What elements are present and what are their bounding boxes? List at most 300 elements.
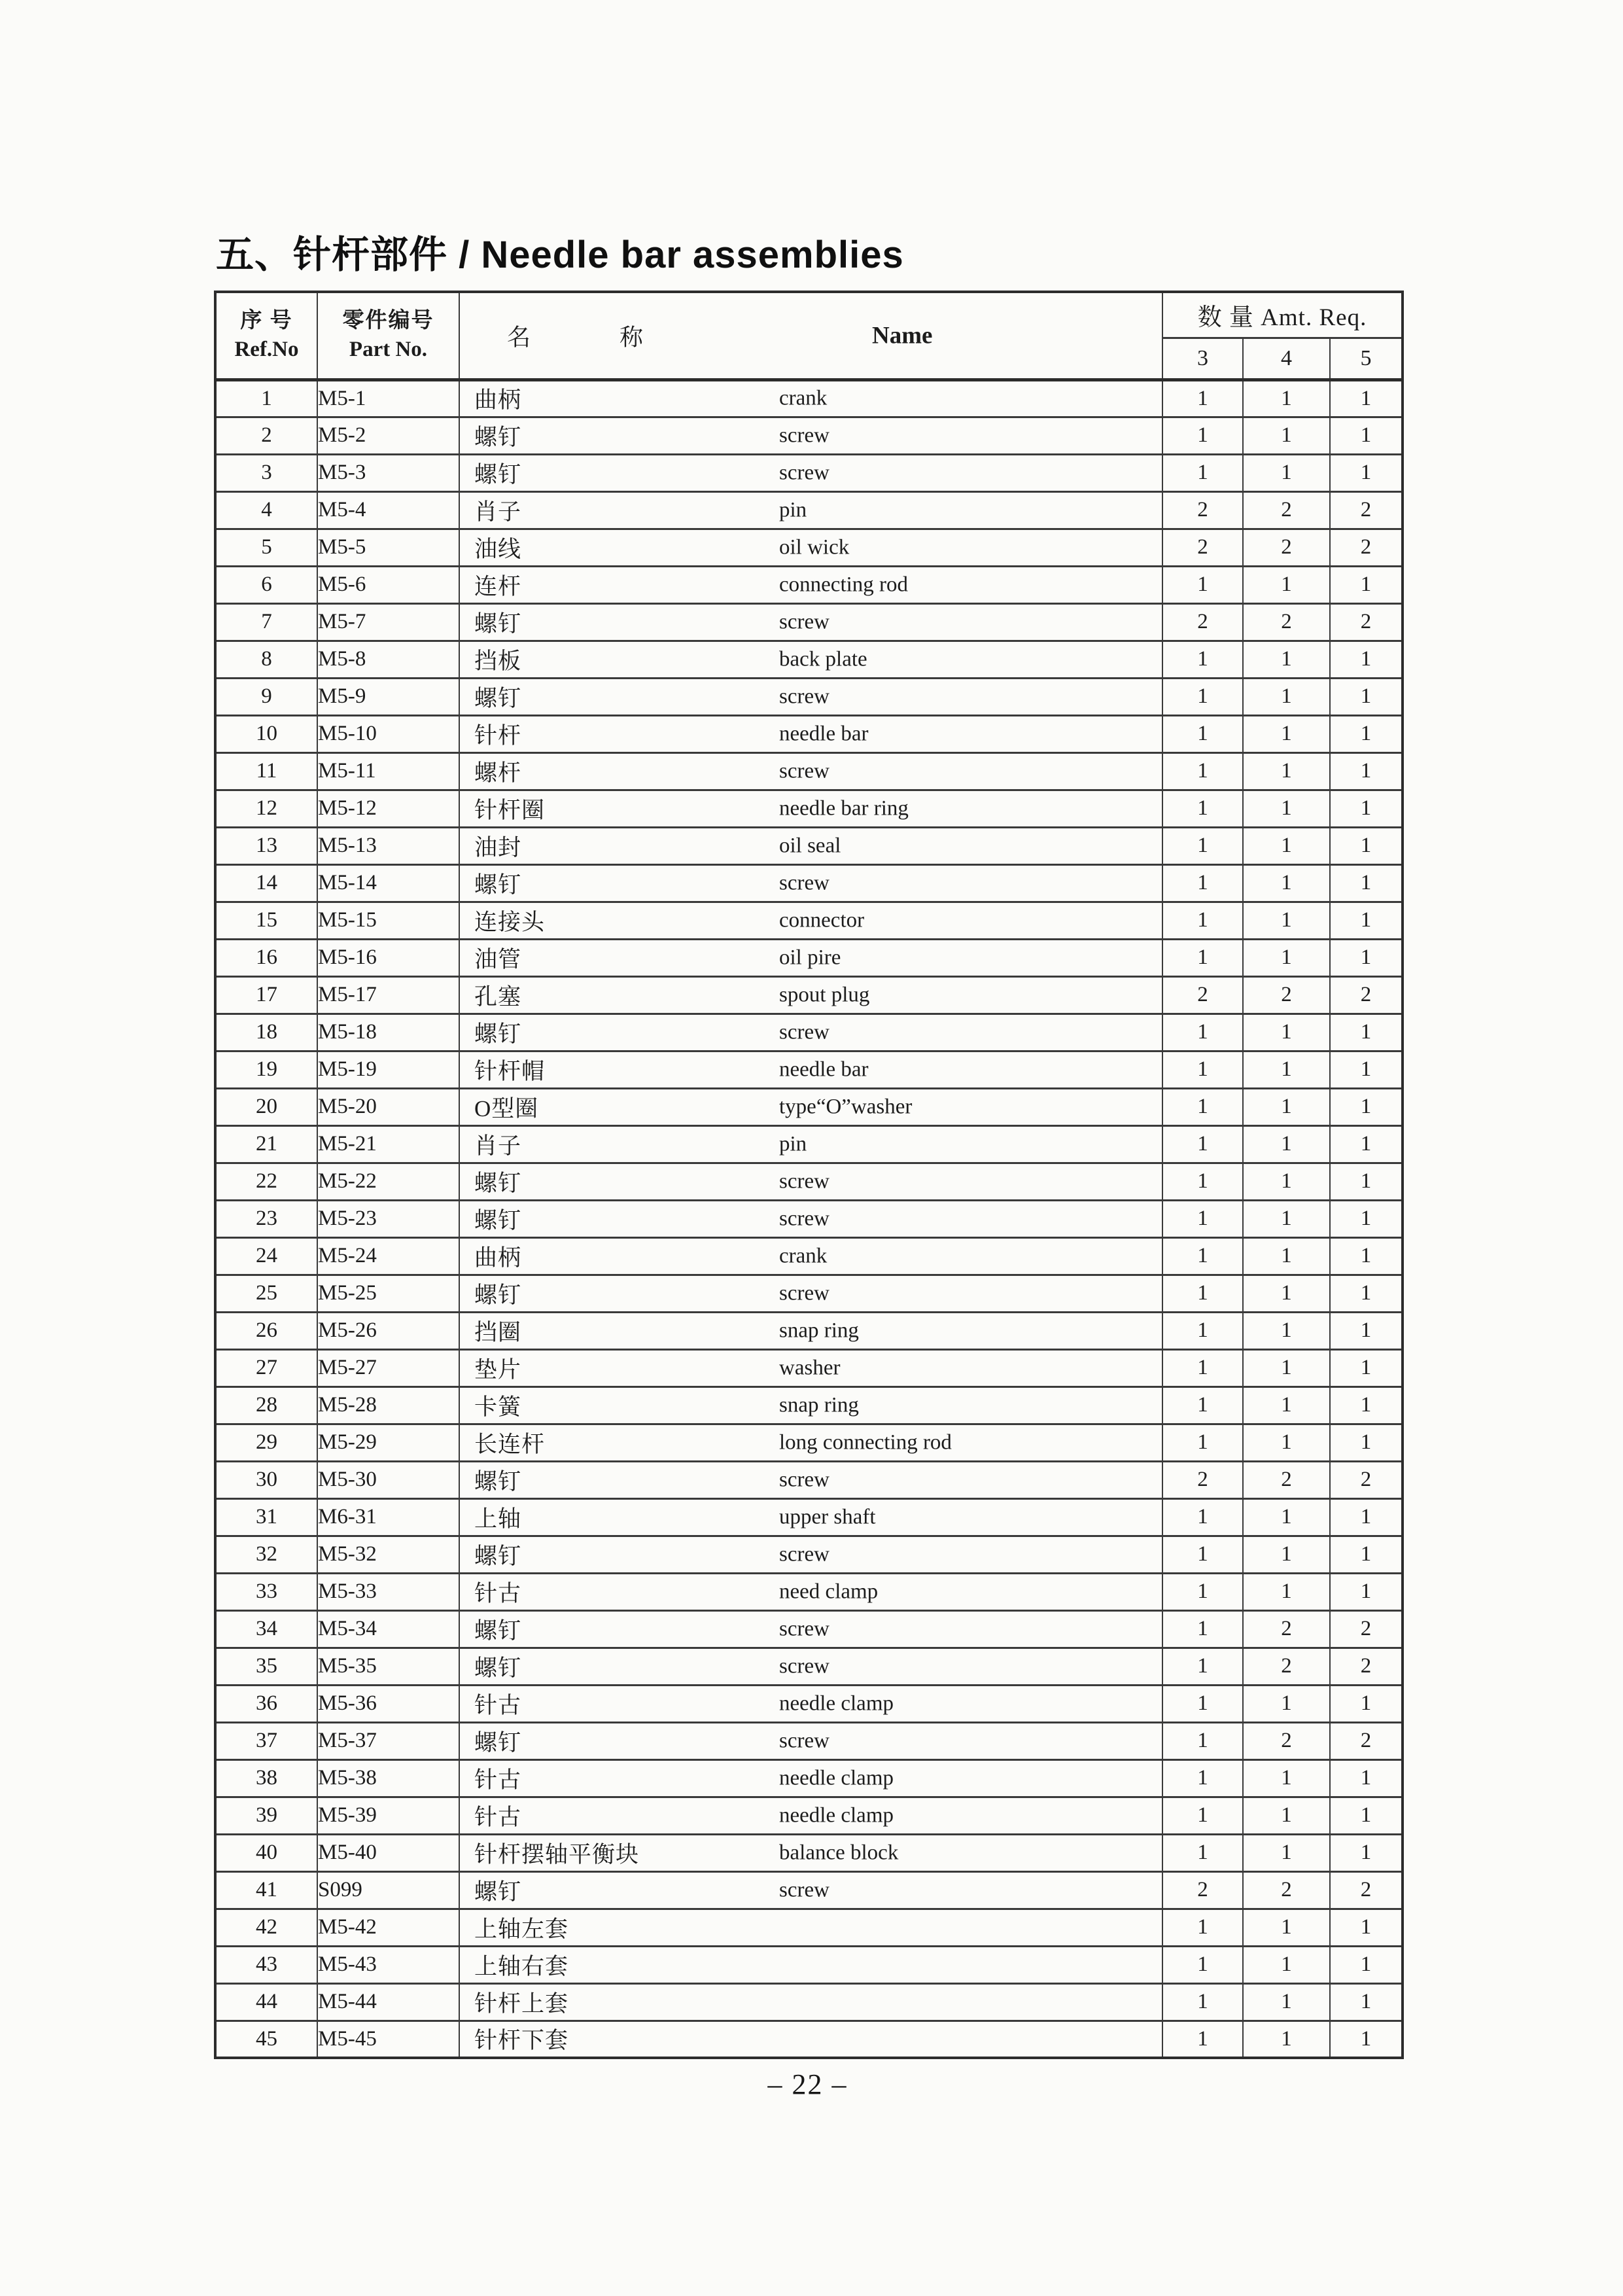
qty-cell-5: 1: [1330, 1051, 1403, 1088]
part-name-zh: 螺钉: [474, 685, 522, 711]
qty-cell-3: 2: [1162, 603, 1243, 641]
ref-cell: 24: [215, 1237, 317, 1275]
name-cell: [459, 417, 1162, 454]
part-name-en: screw: [779, 1468, 829, 1491]
part-name-en: needle bar: [779, 1057, 869, 1081]
table-row: [215, 454, 1403, 491]
part-name-zh: 螺钉: [474, 1617, 522, 1644]
table-row: [215, 827, 1403, 864]
ref-cell: 37: [215, 1722, 317, 1759]
qty-cell-3: 1: [1162, 1088, 1243, 1125]
qty-cell-4: 2: [1243, 603, 1330, 641]
ref-cell: 21: [215, 1125, 317, 1163]
part-name-en: screw: [779, 1207, 829, 1230]
ref-cell: 43: [215, 1946, 317, 1983]
qty-cell-4: 2: [1243, 1871, 1330, 1909]
part-name-en: screw: [779, 871, 829, 894]
qty-cell-5: 1: [1330, 1573, 1403, 1610]
qty-cell-5: 1: [1330, 1498, 1403, 1536]
part-name-zh: 针古: [474, 1580, 522, 1606]
part-name-en: crank: [779, 386, 828, 410]
name-cell: [459, 1536, 1162, 1573]
part-cell: M5-12: [317, 790, 459, 827]
qty-cell-3: 1: [1162, 1312, 1243, 1349]
table-row: [215, 2021, 1403, 2058]
name-cell: [459, 491, 1162, 529]
qty-cell-5: 2: [1330, 1461, 1403, 1498]
qty-cell-4: 1: [1243, 1237, 1330, 1275]
qty-cell-3: 1: [1162, 1834, 1243, 1871]
name-cell: [459, 1722, 1162, 1759]
part-name-en: needle clamp: [779, 1803, 894, 1827]
part-cell: M5-10: [317, 715, 459, 752]
qty-cell-5: 1: [1330, 1237, 1403, 1275]
table-row: [215, 529, 1403, 566]
part-name-zh: 螺钉: [474, 1021, 522, 1047]
table-row: [215, 1014, 1403, 1051]
qty-cell-4: 1: [1243, 1163, 1330, 1200]
qty-cell-4: 1: [1243, 417, 1330, 454]
table-row: [215, 715, 1403, 752]
table-row: [215, 566, 1403, 603]
qty-cell-3: 1: [1162, 1275, 1243, 1312]
part-name-en: type“O”washer: [779, 1095, 913, 1118]
part-cell: M5-4: [317, 491, 459, 529]
part-cell: M5-18: [317, 1014, 459, 1051]
part-name-zh: 挡圈: [474, 1319, 522, 1345]
part-name-zh: 针杆帽: [474, 1058, 546, 1084]
qty-cell-4: 1: [1243, 1349, 1330, 1386]
qty-cell-3: 1: [1162, 417, 1243, 454]
table-row: [215, 1871, 1403, 1909]
ref-cell: 19: [215, 1051, 317, 1088]
part-name-zh: 曲柄: [474, 1245, 522, 1271]
qty-cell-5: 2: [1330, 1871, 1403, 1909]
qty-cell-3: 1: [1162, 566, 1243, 603]
name-cell: [459, 1349, 1162, 1386]
name-cell: [459, 454, 1162, 491]
name-cell: [459, 380, 1162, 417]
qty-cell-3: 1: [1162, 1797, 1243, 1834]
qty-cell-4: 1: [1243, 1498, 1330, 1536]
part-name-zh: 螺钉: [474, 872, 522, 898]
ref-cell: 27: [215, 1349, 317, 1386]
table-row: [215, 1349, 1403, 1386]
name-cell: [459, 827, 1162, 864]
qty-cell-4: 1: [1243, 752, 1330, 790]
ref-cell: 6: [215, 566, 317, 603]
part-cell: M5-5: [317, 529, 459, 566]
ref-cell: 22: [215, 1163, 317, 1200]
part-name-zh: 针杆上套: [474, 1990, 569, 2017]
qty-cell-5: 1: [1330, 678, 1403, 715]
part-name-zh: 卡簧: [474, 1394, 522, 1420]
ref-cell: 32: [215, 1536, 317, 1573]
qty-cell-4: 1: [1243, 1573, 1330, 1610]
ref-cell: 42: [215, 1909, 317, 1946]
ref-cell: 33: [215, 1573, 317, 1610]
header-ref-no-en: Ref.No: [234, 337, 299, 361]
qty-cell-4: 2: [1243, 529, 1330, 566]
qty-cell-4: 1: [1243, 1983, 1330, 2021]
qty-cell-3: 1: [1162, 1498, 1243, 1536]
table-row: [215, 678, 1403, 715]
part-cell: M5-33: [317, 1573, 459, 1610]
qty-cell-3: 1: [1162, 1237, 1243, 1275]
part-name-en: screw: [779, 610, 829, 633]
qty-cell-4: 1: [1243, 790, 1330, 827]
qty-cell-5: 1: [1330, 2021, 1403, 2058]
part-name-zh: 针杆圈: [474, 797, 546, 823]
part-cell: M5-17: [317, 976, 459, 1014]
part-cell: M5-3: [317, 454, 459, 491]
qty-cell-3: 1: [1162, 1685, 1243, 1722]
qty-cell-4: 1: [1243, 1536, 1330, 1573]
part-name-en: screw: [779, 759, 829, 783]
part-name-zh: 油线: [474, 536, 522, 562]
qty-cell-3: 1: [1162, 1125, 1243, 1163]
qty-cell-3: 1: [1162, 827, 1243, 864]
qty-cell-4: 1: [1243, 1834, 1330, 1871]
name-cell: [459, 1834, 1162, 1871]
qty-cell-5: 1: [1330, 454, 1403, 491]
qty-cell-3: 1: [1162, 1610, 1243, 1648]
header-part-no: [317, 292, 459, 380]
qty-cell-5: 2: [1330, 1648, 1403, 1685]
qty-cell-5: 1: [1330, 1014, 1403, 1051]
part-cell: M6-31: [317, 1498, 459, 1536]
qty-cell-4: 1: [1243, 641, 1330, 678]
header-ref-no-zh: 序 号: [240, 309, 293, 333]
header-amt-req: 数 量 Amt. Req.: [1162, 292, 1403, 338]
qty-cell-3: 1: [1162, 380, 1243, 417]
name-cell: [459, 1125, 1162, 1163]
qty-cell-4: 2: [1243, 1722, 1330, 1759]
ref-cell: 2: [215, 417, 317, 454]
ref-cell: 4: [215, 491, 317, 529]
table-header: [215, 292, 1403, 380]
part-name-en: screw: [779, 1617, 829, 1640]
qty-cell-5: 1: [1330, 1386, 1403, 1424]
table-row: [215, 1200, 1403, 1237]
part-name-en: need clamp: [779, 1580, 879, 1603]
qty-cell-3: 1: [1162, 1200, 1243, 1237]
part-name-en: pin: [779, 498, 807, 521]
table-row: [215, 1648, 1403, 1685]
qty-cell-4: 2: [1243, 1610, 1330, 1648]
name-cell: [459, 2021, 1162, 2058]
ref-cell: 18: [215, 1014, 317, 1051]
ref-cell: 9: [215, 678, 317, 715]
qty-cell-5: 1: [1330, 939, 1403, 976]
name-cell: [459, 1014, 1162, 1051]
qty-cell-4: 1: [1243, 864, 1330, 902]
ref-cell: 45: [215, 2021, 317, 2058]
part-name-zh: 螺钉: [474, 1170, 522, 1196]
qty-cell-3: 1: [1162, 1648, 1243, 1685]
part-name-zh: 肖子: [474, 499, 522, 525]
qty-cell-3: 1: [1162, 790, 1243, 827]
qty-cell-4: 1: [1243, 1125, 1330, 1163]
header-qty-col-5: 5: [1330, 338, 1403, 380]
ref-cell: 30: [215, 1461, 317, 1498]
ref-cell: 41: [215, 1871, 317, 1909]
part-name-zh: 针杆: [474, 722, 522, 749]
name-cell: [459, 1088, 1162, 1125]
table-row: [215, 1237, 1403, 1275]
qty-cell-3: 1: [1162, 1424, 1243, 1461]
name-cell: [459, 1648, 1162, 1685]
ref-cell: 29: [215, 1424, 317, 1461]
part-name-en: needle clamp: [779, 1691, 894, 1715]
name-cell: [459, 1610, 1162, 1648]
table-row: [215, 1125, 1403, 1163]
qty-cell-5: 1: [1330, 1200, 1403, 1237]
part-name-en: screw: [779, 684, 829, 708]
part-name-zh: 螺钉: [474, 424, 522, 450]
qty-cell-4: 2: [1243, 1648, 1330, 1685]
table-row: [215, 1685, 1403, 1722]
qty-cell-3: 1: [1162, 939, 1243, 976]
qty-cell-4: 1: [1243, 1946, 1330, 1983]
part-cell: M5-39: [317, 1797, 459, 1834]
qty-cell-5: 1: [1330, 1759, 1403, 1797]
table-row: [215, 491, 1403, 529]
ref-cell: 23: [215, 1200, 317, 1237]
qty-cell-3: 1: [1162, 2021, 1243, 2058]
qty-cell-5: 1: [1330, 1163, 1403, 1200]
part-name-en: screw: [779, 1878, 829, 1901]
part-cell: M5-44: [317, 1983, 459, 2021]
qty-cell-4: 1: [1243, 1088, 1330, 1125]
part-name-en: screw: [779, 423, 829, 447]
table-row: [215, 1797, 1403, 1834]
ref-cell: 28: [215, 1386, 317, 1424]
part-name-zh: 螺钉: [474, 1543, 522, 1569]
part-name-zh: 油管: [474, 946, 522, 972]
name-cell: [459, 1200, 1162, 1237]
part-name-zh: 上轴: [474, 1506, 522, 1532]
table-row: [215, 641, 1403, 678]
qty-cell-3: 1: [1162, 454, 1243, 491]
qty-cell-5: 2: [1330, 1610, 1403, 1648]
ref-cell: 38: [215, 1759, 317, 1797]
table-row: [215, 1498, 1403, 1536]
part-name-en: connecting rod: [779, 573, 909, 596]
part-cell: M5-9: [317, 678, 459, 715]
ref-cell: 39: [215, 1797, 317, 1834]
part-name-zh: 针杆摆轴平衡块: [474, 1841, 640, 1867]
part-cell: M5-22: [317, 1163, 459, 1200]
header-part-no-en: Part No.: [349, 337, 428, 361]
qty-cell-3: 1: [1162, 1759, 1243, 1797]
qty-cell-3: 1: [1162, 1983, 1243, 2021]
table-row: [215, 1573, 1403, 1610]
qty-cell-5: 1: [1330, 790, 1403, 827]
part-name-zh: 孔塞: [474, 983, 522, 1010]
name-cell: [459, 1424, 1162, 1461]
qty-cell-5: 1: [1330, 566, 1403, 603]
name-cell: [459, 1983, 1162, 2021]
name-cell: [459, 1946, 1162, 1983]
part-name-zh: 螺钉: [474, 1207, 522, 1233]
header-part-no-zh: 零件编号: [342, 309, 434, 333]
part-name-en: balance block: [779, 1841, 899, 1864]
ref-cell: 10: [215, 715, 317, 752]
name-cell: [459, 864, 1162, 902]
qty-cell-4: 1: [1243, 902, 1330, 939]
qty-cell-4: 1: [1243, 1759, 1330, 1797]
part-name-zh: 肖子: [474, 1133, 522, 1159]
part-cell: M5-8: [317, 641, 459, 678]
part-name-en: screw: [779, 461, 829, 484]
table-row: [215, 1461, 1403, 1498]
part-cell: M5-14: [317, 864, 459, 902]
table-row: [215, 1946, 1403, 1983]
part-cell: M5-23: [317, 1200, 459, 1237]
qty-cell-3: 1: [1162, 678, 1243, 715]
qty-cell-3: 1: [1162, 1163, 1243, 1200]
qty-cell-3: 2: [1162, 1461, 1243, 1498]
part-name-en: pin: [779, 1132, 807, 1156]
qty-cell-3: 1: [1162, 715, 1243, 752]
qty-cell-4: 1: [1243, 1312, 1330, 1349]
part-name-en: screw: [779, 1020, 829, 1044]
table-row: [215, 417, 1403, 454]
ref-cell: 3: [215, 454, 317, 491]
name-cell: [459, 603, 1162, 641]
table-row: [215, 1163, 1403, 1200]
part-cell: M5-27: [317, 1349, 459, 1386]
header-qty-col-4: 4: [1243, 338, 1330, 380]
qty-cell-3: 1: [1162, 1014, 1243, 1051]
part-name-zh: 连杆: [474, 573, 522, 599]
header-name-zh-2: 称: [620, 324, 644, 351]
table-row: [215, 752, 1403, 790]
qty-cell-5: 1: [1330, 827, 1403, 864]
qty-cell-5: 2: [1330, 603, 1403, 641]
part-name-en: back plate: [779, 647, 867, 671]
qty-cell-4: 1: [1243, 1275, 1330, 1312]
qty-cell-5: 1: [1330, 1349, 1403, 1386]
name-cell: [459, 1759, 1162, 1797]
part-name-en: oil seal: [779, 834, 841, 857]
part-name-zh: 长连杆: [474, 1431, 546, 1457]
header-name-en: Name: [872, 322, 933, 349]
table-row: [215, 1909, 1403, 1946]
qty-cell-4: 1: [1243, 1797, 1330, 1834]
qty-cell-3: 2: [1162, 529, 1243, 566]
part-cell: M5-42: [317, 1909, 459, 1946]
qty-cell-3: 1: [1162, 641, 1243, 678]
qty-cell-4: 1: [1243, 939, 1330, 976]
qty-cell-3: 1: [1162, 1909, 1243, 1946]
ref-cell: 16: [215, 939, 317, 976]
part-cell: M5-19: [317, 1051, 459, 1088]
ref-cell: 35: [215, 1648, 317, 1685]
ref-cell: 1: [215, 380, 317, 417]
header-name: [459, 292, 1162, 380]
qty-cell-5: 2: [1330, 1722, 1403, 1759]
qty-cell-4: 2: [1243, 976, 1330, 1014]
name-cell: [459, 1275, 1162, 1312]
qty-cell-5: 1: [1330, 715, 1403, 752]
ref-cell: 25: [215, 1275, 317, 1312]
table-row: [215, 1312, 1403, 1349]
part-name-en: oil pire: [779, 945, 841, 969]
part-cell: M5-36: [317, 1685, 459, 1722]
part-cell: M5-11: [317, 752, 459, 790]
qty-cell-5: 2: [1330, 491, 1403, 529]
qty-cell-3: 1: [1162, 1386, 1243, 1424]
qty-cell-5: 1: [1330, 752, 1403, 790]
part-name-en: spout plug: [779, 983, 870, 1006]
qty-cell-5: 1: [1330, 1312, 1403, 1349]
table-row: [215, 864, 1403, 902]
name-cell: [459, 529, 1162, 566]
qty-cell-5: 1: [1330, 1797, 1403, 1834]
table-row: [215, 1051, 1403, 1088]
part-name-zh: 螺钉: [474, 1655, 522, 1681]
qty-cell-4: 1: [1243, 715, 1330, 752]
part-name-zh: 油封: [474, 834, 522, 860]
qty-cell-3: 1: [1162, 1946, 1243, 1983]
part-name-en: long connecting rod: [779, 1430, 952, 1454]
part-cell: M5-2: [317, 417, 459, 454]
table-body: [215, 380, 1403, 2058]
name-cell: [459, 566, 1162, 603]
qty-cell-5: 1: [1330, 864, 1403, 902]
ref-cell: 7: [215, 603, 317, 641]
qty-cell-3: 1: [1162, 1722, 1243, 1759]
qty-cell-3: 1: [1162, 1349, 1243, 1386]
part-name-en: oil wick: [779, 535, 850, 559]
name-cell: [459, 1237, 1162, 1275]
qty-cell-5: 1: [1330, 1536, 1403, 1573]
ref-cell: 5: [215, 529, 317, 566]
part-cell: M5-7: [317, 603, 459, 641]
part-name-en: needle clamp: [779, 1766, 894, 1790]
table-row: [215, 790, 1403, 827]
qty-cell-4: 1: [1243, 678, 1330, 715]
part-cell: M5-30: [317, 1461, 459, 1498]
qty-cell-5: 1: [1330, 380, 1403, 417]
header-name-zh-1: 名: [507, 324, 531, 351]
part-name-zh: 螺杆: [474, 760, 522, 786]
ref-cell: 34: [215, 1610, 317, 1648]
part-name-zh: 针古: [474, 1692, 522, 1718]
qty-cell-5: 1: [1330, 417, 1403, 454]
part-cell: M5-35: [317, 1648, 459, 1685]
table-row: [215, 1759, 1403, 1797]
name-cell: [459, 752, 1162, 790]
page-title: 五、针杆部件 / Needle bar assemblies: [216, 234, 904, 276]
part-name-zh: 螺钉: [474, 1879, 522, 1905]
part-name-en: screw: [779, 1169, 829, 1193]
part-name-en: washer: [779, 1356, 841, 1379]
part-name-zh: 针古: [474, 1804, 522, 1830]
ref-cell: 17: [215, 976, 317, 1014]
part-name-zh: 螺钉: [474, 461, 522, 487]
name-cell: [459, 976, 1162, 1014]
qty-cell-5: 2: [1330, 529, 1403, 566]
part-cell: M5-25: [317, 1275, 459, 1312]
name-cell: [459, 1312, 1162, 1349]
ref-cell: 15: [215, 902, 317, 939]
ref-cell: 12: [215, 790, 317, 827]
table-row: [215, 1983, 1403, 2021]
part-name-en: screw: [779, 1654, 829, 1678]
